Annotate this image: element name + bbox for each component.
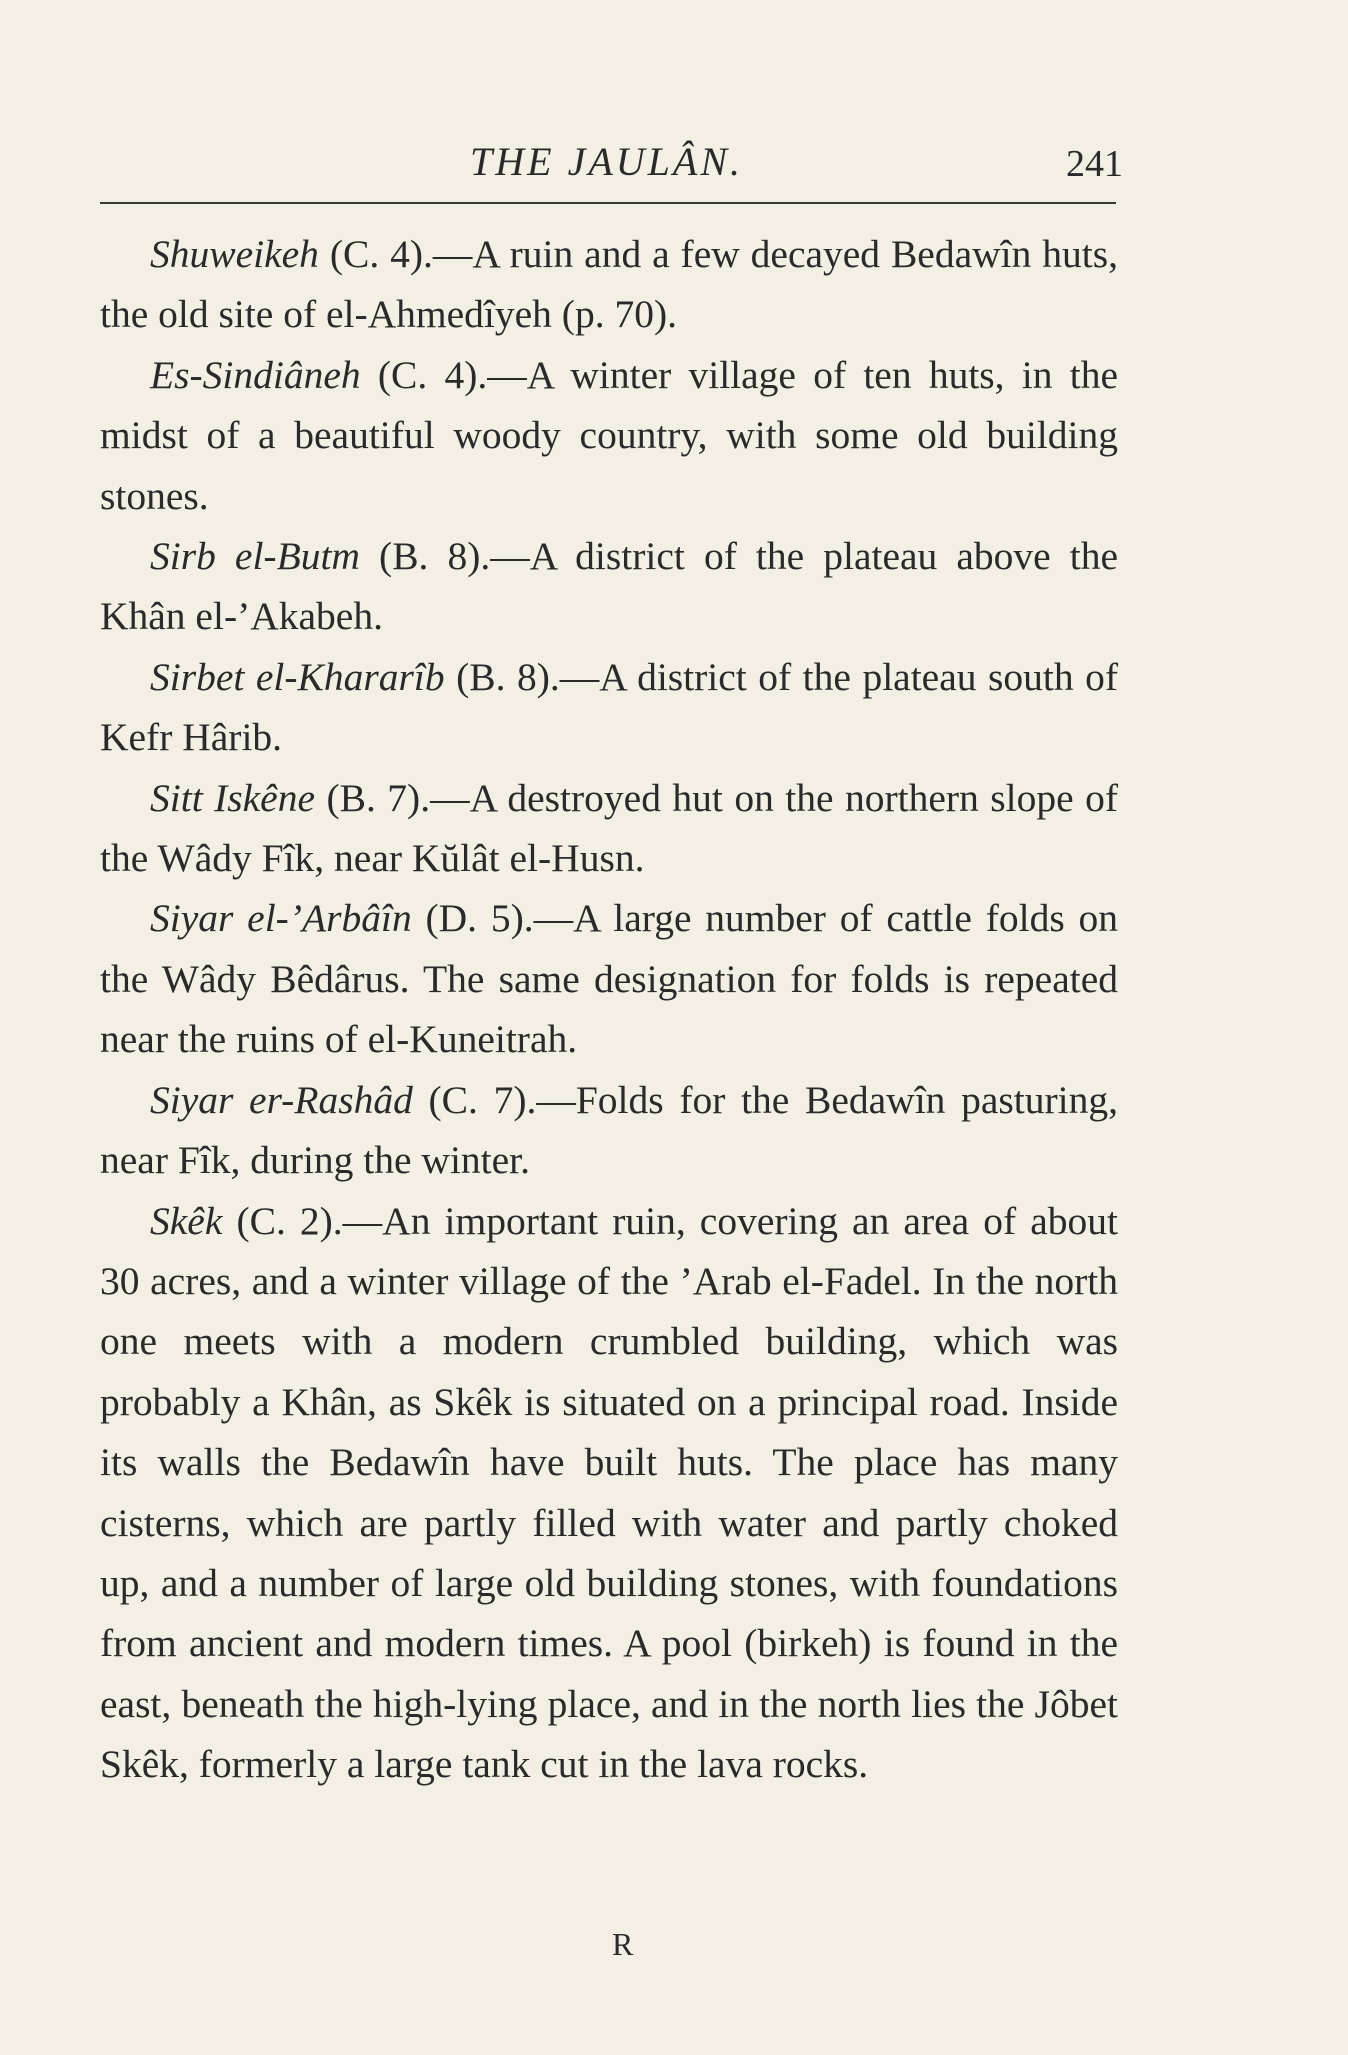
entry-text: (C. 4).—A ruin and a few decayed Bedawîn huts, the old site of el-Ahmedîyeh (p. 70). — [100, 232, 1118, 337]
entry-es-sindianeh — [100, 345, 1118, 526]
entry-term: Sirbet el-Khararîb — [150, 654, 445, 699]
entry-term: Es-Sindiâneh — [150, 352, 361, 397]
running-head — [0, 138, 1348, 188]
entry-text: (C. 4).—A winter village of ten huts, in the midst of a beautiful woody country, with some old building stones. — [100, 352, 1118, 518]
page-number: 241 — [1066, 143, 1123, 185]
entry-sitt-iskene — [100, 768, 1118, 889]
entry-sirb-el-butm — [100, 526, 1118, 647]
gazetteer-entries — [100, 224, 1118, 1795]
entry-sirbet-el-khararib — [100, 647, 1118, 768]
entry-text: (C. 2).—An important ruin, covering an area of about 30 acres, and a winter village of the ’Arab el-Fadel. In the north one meets with a modern crumbled building, which was probably a Khân, as Skêk is situated on a principal road. Inside its walls the Bedawîn have built huts. The place has many cisterns, which are partly filled with water and partly choked up, and a number of large old building stones, with foundations from ancient and modern times. A pool (birkeh) is found in the east, beneath the high-lying place, and in the north lies the Jôbet Skêk, formerly a large tank cut in the lava rocks. — [100, 1198, 1118, 1787]
header-rule — [100, 202, 1116, 204]
entry-text: (B. 8).—A district of the plateau above the Khân el-’Akabeh. — [100, 534, 1119, 639]
entry-term: Skêk — [150, 1198, 223, 1243]
entry-shuweikeh — [100, 224, 1118, 345]
signature-mark: R — [612, 1926, 634, 1962]
entry-term: Sirb el-Butm — [150, 534, 360, 579]
entry-term: Shuweikeh — [150, 232, 319, 276]
entry-term: Sitt Iskêne — [150, 775, 316, 820]
entry-text: (D. 5).—A large number of cattle folds on the Wâdy Bêdârus. The same designation for folds is repeated near the ruins of el-Kuneitrah. — [100, 896, 1118, 1062]
entry-term: Siyar el-’Arbâîn — [150, 896, 412, 941]
entry-term: Siyar er-Rashâd — [150, 1077, 413, 1122]
entry-skek — [100, 1191, 1118, 1795]
entry-text: (C. 7).—Folds for the Bedawîn pasturing, near Fîk, during the winter. — [100, 1077, 1118, 1183]
entry-text: (B. 7).—A destroyed hut on the northern slope of the Wâdy Fîk, near Kŭlât el-Husn. — [100, 775, 1119, 881]
running-title: THE JAULÂN. — [470, 139, 743, 184]
entry-siyar-er-rashad — [100, 1070, 1118, 1191]
entry-siyar-el-arbain — [100, 888, 1118, 1069]
entry-text: (B. 8).—A district of the plateau south of Kefr Hârib. — [100, 654, 1118, 760]
